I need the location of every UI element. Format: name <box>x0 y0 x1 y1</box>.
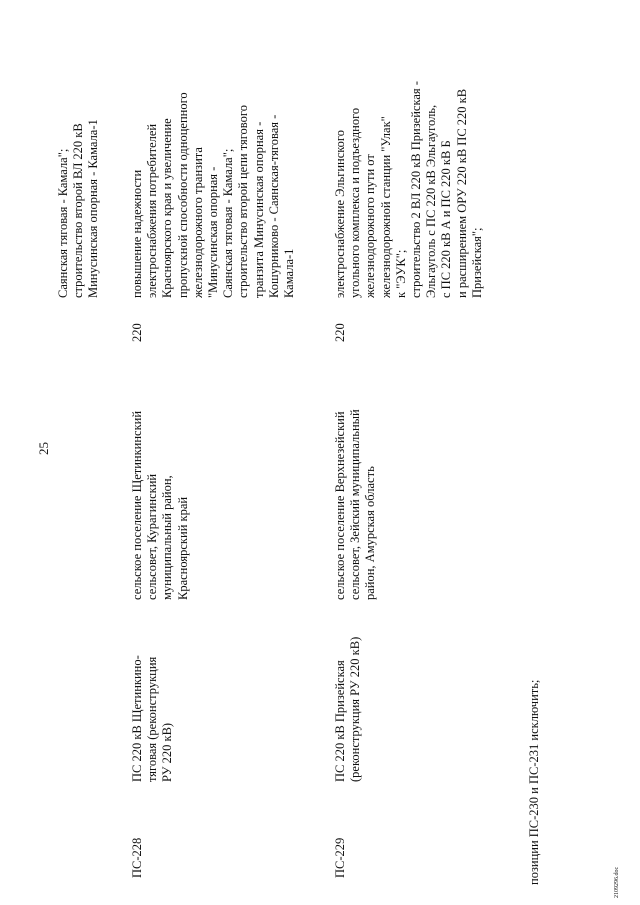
row-ps228-name <box>130 655 176 782</box>
text-line: сельсовет, Зейский муниципальный <box>348 409 363 600</box>
text-line: железнодорожного пути от <box>363 154 378 298</box>
row-ps229-name <box>333 637 363 782</box>
text-line: Эльгауголь с ПС 220 кВ Эльгауголь, <box>424 104 439 298</box>
row-ps228-purpose <box>130 92 297 298</box>
text-line: (реконструкция РУ 220 кВ) <box>348 636 363 782</box>
text-line: Саянская тяговая - Камала"; <box>221 148 236 298</box>
row-ps228-location <box>130 411 191 600</box>
text-line: повышение надежности <box>130 169 144 298</box>
text-line: ПС 220 кВ Призейская <box>333 660 347 782</box>
text-line: строительство второй ВЛ 220 кВ <box>71 123 86 298</box>
text-line: сельское поселение Щетинкинский <box>130 410 144 600</box>
text-line: и расширением ОРУ 220 кВ ПС 220 кВ <box>454 88 469 298</box>
text-line: Призейская"; <box>469 227 484 298</box>
text-line: РУ 220 кВ) <box>160 722 175 782</box>
text-line: муниципальный район, <box>160 475 175 600</box>
text-line: железнодорожного транзита <box>190 147 205 298</box>
continuation-text <box>56 119 102 298</box>
text-line: электроснабжения потребителей <box>145 123 160 298</box>
text-line: Минусинская опорная - Камала-1 <box>86 119 101 298</box>
footer-text: позиции ПС-230 и ПС-231 исключить; <box>527 679 541 885</box>
row-ps229-voltage: 220 <box>333 323 347 342</box>
text-line: Кошурниково - Саянская-тяговая - <box>266 114 281 298</box>
row-ps228-code: ПС-228 <box>130 837 144 878</box>
row-ps228-voltage: 220 <box>130 323 144 342</box>
text-line: сельское поселение Верхнезейский <box>333 411 347 600</box>
page-number: 25 <box>36 442 51 455</box>
text-line: Камала-1 <box>282 248 297 298</box>
text-line: электроснабжение Эльгинского <box>333 130 347 298</box>
row-ps229-code: ПС-229 <box>333 837 347 878</box>
text-line: угольного комплекса и подъездного <box>348 107 363 298</box>
text-line: сельсовет, Курагинский <box>145 473 160 600</box>
text-line: тяговая (реконструкция <box>145 656 160 782</box>
text-line: строительство 2 ВЛ 220 кВ Призейская - <box>409 81 424 298</box>
doc-id: 2109296.doc <box>614 866 620 898</box>
text-line: к "ЭУК"; <box>393 249 408 298</box>
text-line: ПС 220 кВ Щетинкино- <box>130 655 144 782</box>
row-ps229-purpose <box>333 81 485 298</box>
text-line: Красноярского края и увеличение <box>160 118 175 298</box>
text-line: Красноярский край <box>175 496 190 600</box>
text-line: с ПС 220 кВ А и ПС 220 кВ Б <box>439 140 454 298</box>
text-line: транзита Минусинская опорная - <box>251 121 266 298</box>
text-line: строительство второй цепи тягового <box>236 105 251 298</box>
text-line: Саянская тяговая - Камала"; <box>56 148 70 298</box>
text-line: "Минусинская опорная - <box>206 166 221 298</box>
text-line: пропускной способности одноцепного <box>175 92 190 298</box>
text-line: железнодорожной станции "Улак" <box>378 116 393 298</box>
row-ps229-location <box>333 409 379 600</box>
text-line: район, Амурская область <box>363 466 378 600</box>
